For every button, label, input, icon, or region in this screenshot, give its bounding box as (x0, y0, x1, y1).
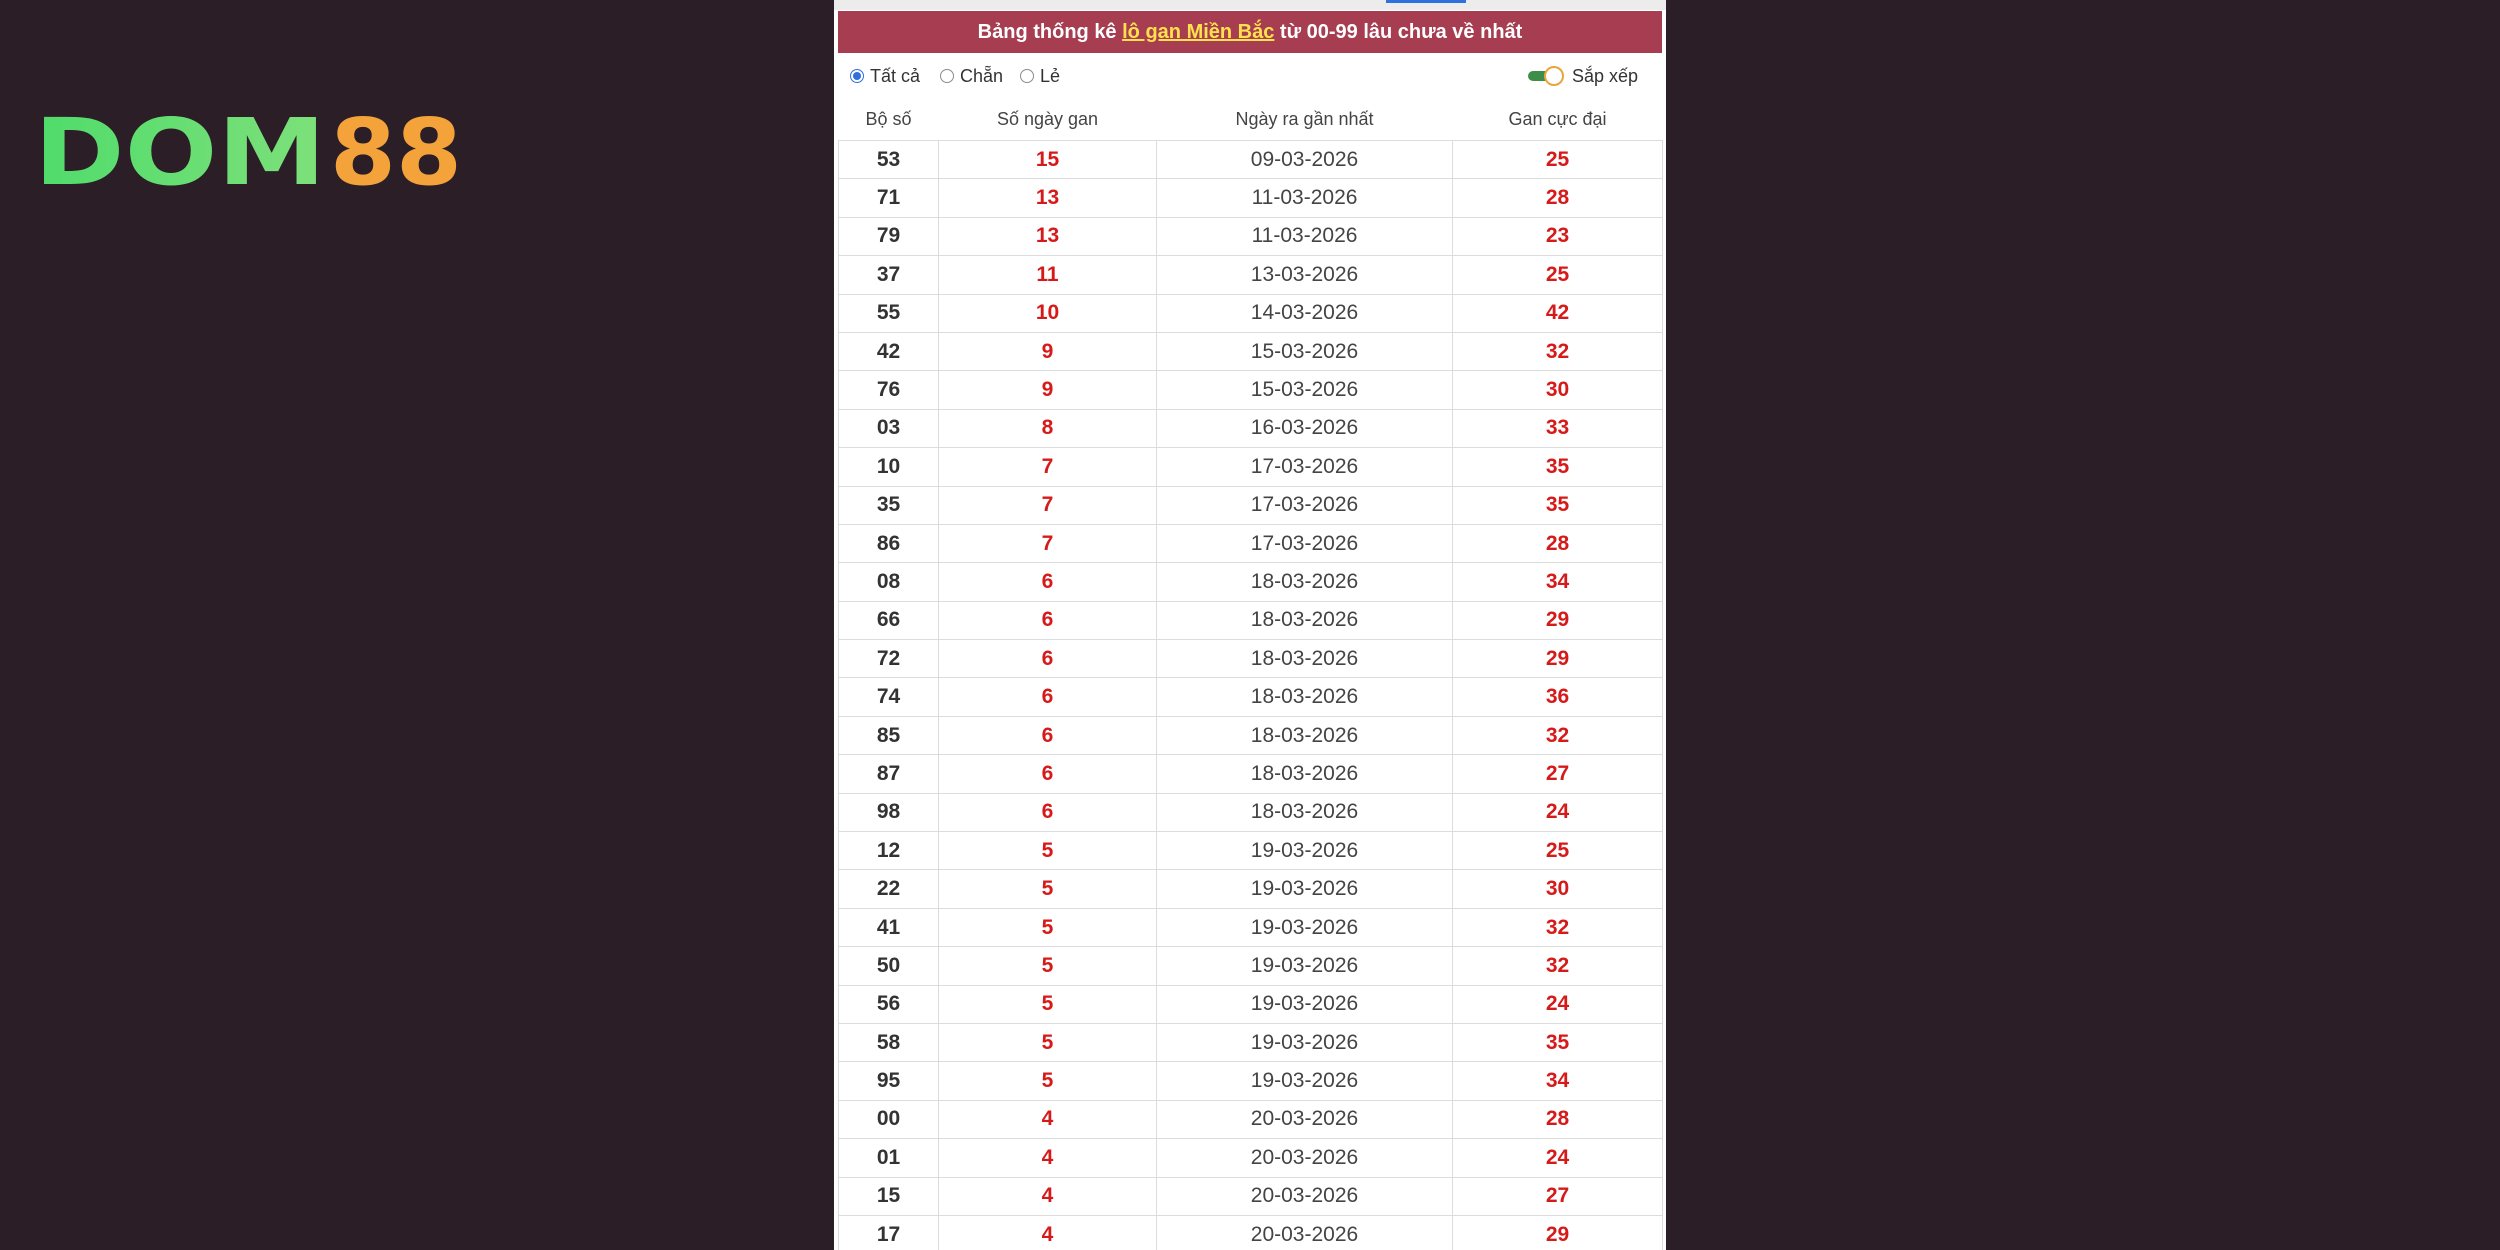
cell-bo-so: 42 (839, 332, 939, 370)
table-row (839, 716, 1663, 754)
table-row (839, 678, 1663, 716)
cell-ngay-ra: 13-03-2026 (1157, 256, 1453, 294)
table-body (839, 141, 1663, 1250)
radio-all-label: Tất cả (870, 65, 921, 86)
cell-bo-so: 74 (839, 678, 939, 716)
cell-so-ngay-gan: 4 (939, 1139, 1157, 1177)
cell-ngay-ra: 19-03-2026 (1157, 985, 1453, 1023)
cell-bo-so: 66 (839, 601, 939, 639)
lo-gan-panel (834, 0, 1666, 1250)
cell-ngay-ra: 18-03-2026 (1157, 640, 1453, 678)
header-bo-so: Bộ số (839, 98, 939, 141)
table-row (839, 486, 1663, 524)
logo-text-88: 88 (330, 100, 462, 200)
sort-switch-knob (1544, 66, 1564, 86)
cell-gan-cuc-dai: 27 (1453, 1177, 1663, 1215)
title-suffix: từ 00-99 lâu chưa về nhất (1274, 21, 1523, 43)
cell-gan-cuc-dai: 30 (1453, 371, 1663, 409)
sort-toggle[interactable] (1528, 64, 1638, 88)
cell-so-ngay-gan: 6 (939, 716, 1157, 754)
cell-gan-cuc-dai: 32 (1453, 332, 1663, 370)
cell-so-ngay-gan: 4 (939, 1100, 1157, 1138)
cell-ngay-ra: 18-03-2026 (1157, 755, 1453, 793)
cell-gan-cuc-dai: 35 (1453, 1023, 1663, 1061)
table-row (839, 409, 1663, 447)
cell-so-ngay-gan: 5 (939, 1062, 1157, 1100)
cell-bo-so: 98 (839, 793, 939, 831)
cell-bo-so: 56 (839, 985, 939, 1023)
cell-ngay-ra: 18-03-2026 (1157, 563, 1453, 601)
cell-ngay-ra: 15-03-2026 (1157, 371, 1453, 409)
cell-gan-cuc-dai: 36 (1453, 678, 1663, 716)
cell-so-ngay-gan: 4 (939, 1177, 1157, 1215)
cell-gan-cuc-dai: 32 (1453, 947, 1663, 985)
cell-bo-so: 00 (839, 1100, 939, 1138)
cell-gan-cuc-dai: 34 (1453, 563, 1663, 601)
cell-ngay-ra: 19-03-2026 (1157, 947, 1453, 985)
cell-so-ngay-gan: 6 (939, 601, 1157, 639)
cell-ngay-ra: 20-03-2026 (1157, 1215, 1453, 1250)
header-so-ngay-gan: Số ngày gan (939, 98, 1157, 141)
radio-all[interactable] (850, 66, 920, 86)
radio-even-dot[interactable] (940, 69, 954, 83)
table-title (838, 11, 1662, 53)
cell-gan-cuc-dai: 32 (1453, 908, 1663, 946)
cell-gan-cuc-dai: 25 (1453, 832, 1663, 870)
cell-ngay-ra: 19-03-2026 (1157, 908, 1453, 946)
radio-odd-dot[interactable] (1020, 69, 1034, 83)
cell-ngay-ra: 15-03-2026 (1157, 332, 1453, 370)
cell-so-ngay-gan: 7 (939, 524, 1157, 562)
cell-so-ngay-gan: 6 (939, 755, 1157, 793)
lo-gan-table (838, 98, 1663, 1250)
filter-bar (838, 56, 1662, 94)
cell-ngay-ra: 17-03-2026 (1157, 524, 1453, 562)
cell-ngay-ra: 18-03-2026 (1157, 793, 1453, 831)
cell-bo-so: 41 (839, 908, 939, 946)
cell-bo-so: 35 (839, 486, 939, 524)
table-row (839, 563, 1663, 601)
cell-bo-so: 12 (839, 832, 939, 870)
table-row (839, 1177, 1663, 1215)
cell-ngay-ra: 18-03-2026 (1157, 601, 1453, 639)
cell-bo-so: 17 (839, 1215, 939, 1250)
cell-bo-so: 37 (839, 256, 939, 294)
table-header-row (839, 98, 1663, 141)
table-row (839, 1023, 1663, 1061)
cell-gan-cuc-dai: 42 (1453, 294, 1663, 332)
cell-bo-so: 79 (839, 217, 939, 255)
radio-even[interactable] (940, 66, 1003, 86)
cell-so-ngay-gan: 5 (939, 832, 1157, 870)
cell-bo-so: 53 (839, 141, 939, 179)
table-row (839, 755, 1663, 793)
cell-ngay-ra: 17-03-2026 (1157, 448, 1453, 486)
cell-ngay-ra: 19-03-2026 (1157, 870, 1453, 908)
cell-bo-so: 76 (839, 371, 939, 409)
cell-ngay-ra: 18-03-2026 (1157, 678, 1453, 716)
cell-ngay-ra: 14-03-2026 (1157, 294, 1453, 332)
cell-so-ngay-gan: 9 (939, 332, 1157, 370)
cell-ngay-ra: 16-03-2026 (1157, 409, 1453, 447)
cell-bo-so: 85 (839, 716, 939, 754)
sort-switch[interactable] (1528, 66, 1566, 86)
table-row (839, 1215, 1663, 1250)
table-row (839, 601, 1663, 639)
cell-gan-cuc-dai: 30 (1453, 870, 1663, 908)
title-prefix: Bảng thống kê (977, 21, 1123, 43)
cell-so-ngay-gan: 5 (939, 1023, 1157, 1061)
table-row (839, 908, 1663, 946)
table-row (839, 524, 1663, 562)
cell-so-ngay-gan: 6 (939, 678, 1157, 716)
cell-gan-cuc-dai: 28 (1453, 524, 1663, 562)
cell-ngay-ra: 19-03-2026 (1157, 1023, 1453, 1061)
dom88-logo (34, 100, 464, 200)
radio-all-dot[interactable] (850, 69, 864, 83)
cell-gan-cuc-dai: 28 (1453, 1100, 1663, 1138)
cell-bo-so: 72 (839, 640, 939, 678)
table-row (839, 371, 1663, 409)
table-row (839, 640, 1663, 678)
cell-ngay-ra: 17-03-2026 (1157, 486, 1453, 524)
cell-gan-cuc-dai: 33 (1453, 409, 1663, 447)
cell-ngay-ra: 09-03-2026 (1157, 141, 1453, 179)
cell-gan-cuc-dai: 29 (1453, 601, 1663, 639)
header-ngay-ra-gan-nhat: Ngày ra gần nhất (1157, 98, 1453, 141)
cell-gan-cuc-dai: 32 (1453, 716, 1663, 754)
table-row (839, 179, 1663, 217)
cell-bo-so: 87 (839, 755, 939, 793)
header-gan-cuc-dai: Gan cực đại (1453, 98, 1663, 141)
cell-so-ngay-gan: 7 (939, 486, 1157, 524)
logo-text-dom: DOM (34, 100, 326, 200)
cell-gan-cuc-dai: 35 (1453, 486, 1663, 524)
cell-so-ngay-gan: 4 (939, 1215, 1157, 1250)
cell-so-ngay-gan: 5 (939, 908, 1157, 946)
table-row (839, 294, 1663, 332)
cell-bo-so: 22 (839, 870, 939, 908)
cell-so-ngay-gan: 6 (939, 793, 1157, 831)
cell-bo-so: 58 (839, 1023, 939, 1061)
active-tab-indicator (1386, 0, 1466, 3)
cell-gan-cuc-dai: 25 (1453, 256, 1663, 294)
cell-bo-so: 86 (839, 524, 939, 562)
table-row (839, 947, 1663, 985)
cell-gan-cuc-dai: 27 (1453, 755, 1663, 793)
cell-gan-cuc-dai: 29 (1453, 1215, 1663, 1250)
cell-gan-cuc-dai: 24 (1453, 1139, 1663, 1177)
cell-ngay-ra: 20-03-2026 (1157, 1177, 1453, 1215)
cell-so-ngay-gan: 8 (939, 409, 1157, 447)
cell-so-ngay-gan: 5 (939, 870, 1157, 908)
cell-bo-so: 01 (839, 1139, 939, 1177)
cell-so-ngay-gan: 9 (939, 371, 1157, 409)
cell-ngay-ra: 20-03-2026 (1157, 1139, 1453, 1177)
table-row (839, 832, 1663, 870)
table-row (839, 1139, 1663, 1177)
cell-ngay-ra: 11-03-2026 (1157, 179, 1453, 217)
cell-so-ngay-gan: 10 (939, 294, 1157, 332)
cell-so-ngay-gan: 6 (939, 640, 1157, 678)
cell-bo-so: 95 (839, 1062, 939, 1100)
cell-gan-cuc-dai: 35 (1453, 448, 1663, 486)
radio-odd-label: Lẻ (1040, 65, 1061, 86)
table-row (839, 793, 1663, 831)
cell-bo-so: 03 (839, 409, 939, 447)
cell-ngay-ra: 18-03-2026 (1157, 716, 1453, 754)
cell-so-ngay-gan: 13 (939, 179, 1157, 217)
cell-so-ngay-gan: 5 (939, 947, 1157, 985)
cell-gan-cuc-dai: 29 (1453, 640, 1663, 678)
cell-gan-cuc-dai: 25 (1453, 141, 1663, 179)
cell-so-ngay-gan: 5 (939, 985, 1157, 1023)
table-row (839, 332, 1663, 370)
table-row (839, 217, 1663, 255)
table-row (839, 870, 1663, 908)
cell-gan-cuc-dai: 23 (1453, 217, 1663, 255)
cell-bo-so: 15 (839, 1177, 939, 1215)
cell-ngay-ra: 19-03-2026 (1157, 1062, 1453, 1100)
table-row (839, 985, 1663, 1023)
table-row (839, 1062, 1663, 1100)
cell-ngay-ra: 19-03-2026 (1157, 832, 1453, 870)
table-row (839, 141, 1663, 179)
title-highlight-link[interactable]: lô gan Miền Bắc (1122, 21, 1275, 43)
cell-bo-so: 55 (839, 294, 939, 332)
cell-gan-cuc-dai: 34 (1453, 1062, 1663, 1100)
cell-ngay-ra: 11-03-2026 (1157, 217, 1453, 255)
table-row (839, 1100, 1663, 1138)
cell-ngay-ra: 20-03-2026 (1157, 1100, 1453, 1138)
cell-gan-cuc-dai: 28 (1453, 179, 1663, 217)
cell-bo-so: 71 (839, 179, 939, 217)
radio-odd[interactable] (1020, 66, 1060, 86)
table-row (839, 256, 1663, 294)
cell-gan-cuc-dai: 24 (1453, 985, 1663, 1023)
cell-bo-so: 50 (839, 947, 939, 985)
cell-gan-cuc-dai: 24 (1453, 793, 1663, 831)
radio-even-label: Chẵn (960, 65, 1004, 86)
cell-so-ngay-gan: 15 (939, 141, 1157, 179)
cell-bo-so: 10 (839, 448, 939, 486)
top-nav-strip (834, 0, 1666, 10)
cell-so-ngay-gan: 13 (939, 217, 1157, 255)
table-row (839, 448, 1663, 486)
cell-so-ngay-gan: 6 (939, 563, 1157, 601)
cell-so-ngay-gan: 11 (939, 256, 1157, 294)
sort-label: Sắp xếp (1571, 65, 1638, 86)
cell-so-ngay-gan: 7 (939, 448, 1157, 486)
cell-bo-so: 08 (839, 563, 939, 601)
